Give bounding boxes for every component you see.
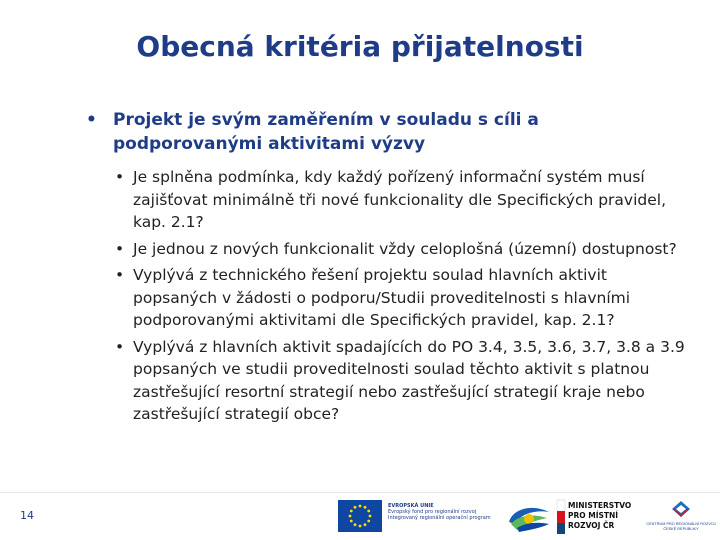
sub-bullet-list (113, 166, 693, 430)
crr-logo (646, 499, 716, 535)
eu-logo-text (388, 503, 498, 521)
sub-bullet-text: Vyplývá z technického řešení projektu soulad hlavních aktivit popsaných v žádosti o podporu/Studii proveditelnosti s hlavními podporovanými aktivitami dle Specifických pravidel, kap. 2.1? (133, 266, 631, 329)
sub-bullet (113, 166, 693, 234)
bullet-marker: • (86, 110, 97, 130)
irop-swirl-logo (505, 500, 553, 534)
page-number: 14 (20, 509, 34, 522)
sub-bullet-text: Vyplývá z hlavních aktivit spadajících do PO 3.4, 3.5, 3.6, 3.7, 3.8 a 3.9 popsaných ve studii proveditelnosti soulad těchto aktivit s platnou zastřešující resortní strategií nebo zastřešující strategií kraje nebo zastřešující strategií obce? (133, 337, 685, 423)
ministry-text-line: ROZVOJ ČR (568, 521, 615, 530)
footer-divider (0, 492, 720, 493)
bullet-marker: • (115, 266, 125, 284)
czech-flag-stripe (557, 500, 565, 534)
crr-text-line: ČESKÉ REPUBLIKY (663, 527, 699, 531)
bullet-marker: • (115, 168, 125, 186)
slide-title: Obecná kritéria přijatelnosti (136, 30, 584, 63)
bullet-marker: • (115, 337, 125, 356)
bullet-marker: • (115, 239, 125, 258)
main-bullet-text: Projekt je svým zaměřením v souladu s cíli a podporovanými aktivitami výzvy (113, 110, 539, 154)
ministry-text-line: MINISTERSTVO (568, 501, 632, 510)
sub-bullet (113, 336, 693, 426)
sub-bullet (113, 238, 693, 261)
crr-text-line: CENTRUM PRO REGIONÁLNÍ ROZVOJ (646, 522, 716, 526)
eu-text-line: EVROPSKÁ UNIE (388, 503, 434, 509)
ministry-text-line: PRO MÍSTNÍ (568, 511, 619, 520)
eu-text-line: Evropský fond pro regionální rozvoj (388, 509, 477, 515)
main-bullet (86, 108, 646, 156)
sub-bullet (113, 264, 693, 332)
sub-bullet-text: Je splněna podmínka, kdy každý pořízený informační systém musí zajišťovat minimálně tři nové funkcionality dle Specifických pravidel, kap. 2.1? (133, 168, 667, 231)
eu-text-line: Integrovaný regionální operační program (388, 515, 491, 521)
sub-bullet-text: Je jednou z nových funkcionalit vždy celoplošná (územní) dostupnost? (133, 239, 677, 258)
eu-flag-logo (338, 500, 382, 532)
ministry-logo-text (568, 501, 638, 531)
